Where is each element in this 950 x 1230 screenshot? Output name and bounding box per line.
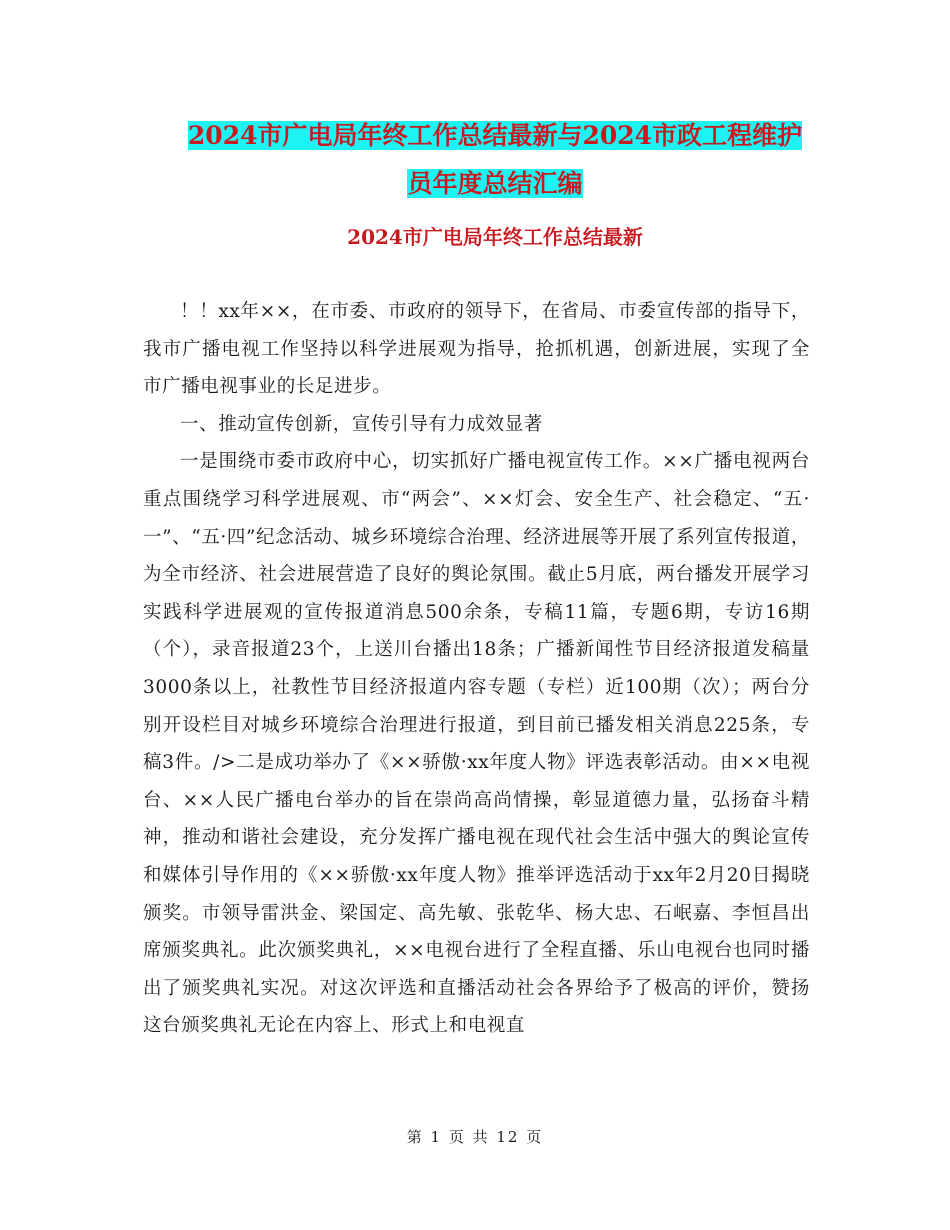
page-footer: 第 1 页 共 12 页 — [406, 1128, 544, 1146]
document-title-line-2: 员年度总结汇编 — [407, 169, 583, 198]
document-title-line-1: 2024市广电局年终工作总结最新与2024市政工程维护 — [187, 121, 803, 150]
paragraph-main: 一是围绕市委市政府中心，切实抓好广播电视宣传工作。××广播电视两台重点围绕学习科学进展观、市“两会”、××灯会、安全生产、社会稳定、“五·一”、“五·四”纪念活动、城乡环境综合治理、经济进展等开展了系列宣传报道，为全市经济、社会进展营造了良好的舆论氛围。截止5月底，两台播发开展学习实践科学进展观的宣传报道消息500余条，专稿11篇，专题6期，专访16期（个），录音报道23个，上送川台播出18条；广播新闻性节目经济报道发稿量3000条以上，社教性节目经济报道内容专题（专栏）近100期（次）；两台分别开设栏目对城乡环境综合治理进行报道，到目前已播发相关消息225条，专稿3件。/>二是成功举办了《××骄傲·xx年度人物》评选表彰活动。由××电视台、××人民广播电台举办的旨在崇尚高尚情操，彰显道德力量，弘扬奋斗精神，推动和谐社会建设，充分发挥广播电视在现代社会生活中强大的舆论宣传和媒体引导作用的《××骄傲·xx年度人物》推举评选活动于xx年2月20日揭晓颁奖。市领导雷洪金、梁国定、高先敏、张乾华、杨大忠、石岷嘉、李恒昌出席颁奖典礼。此次颁奖典礼，××电视台进行了全程直播、乐山电视台也同时播出了颁奖典礼实况。对这次评选和直播活动社会各界给予了极高的评价，赞扬这台颁奖典礼无论在内容上、形式上和电视直 — [143, 451, 810, 1037]
paragraph-heading-1: 一、推动宣传创新，宣传引导有力成效显著 — [180, 413, 543, 435]
paragraph-intro: ！！xx年××，在市委、市政府的领导下，在省局、市委宣传部的指导下，我市广播电视工作坚持以科学进展观为指导，抢抓机遇，创新进展，实现了全市广播电视事业的长足进步。 — [143, 301, 810, 398]
section-title: 2024市广电局年终工作总结最新 — [347, 225, 643, 249]
document-title — [140, 112, 850, 208]
body-text — [143, 293, 810, 1045]
